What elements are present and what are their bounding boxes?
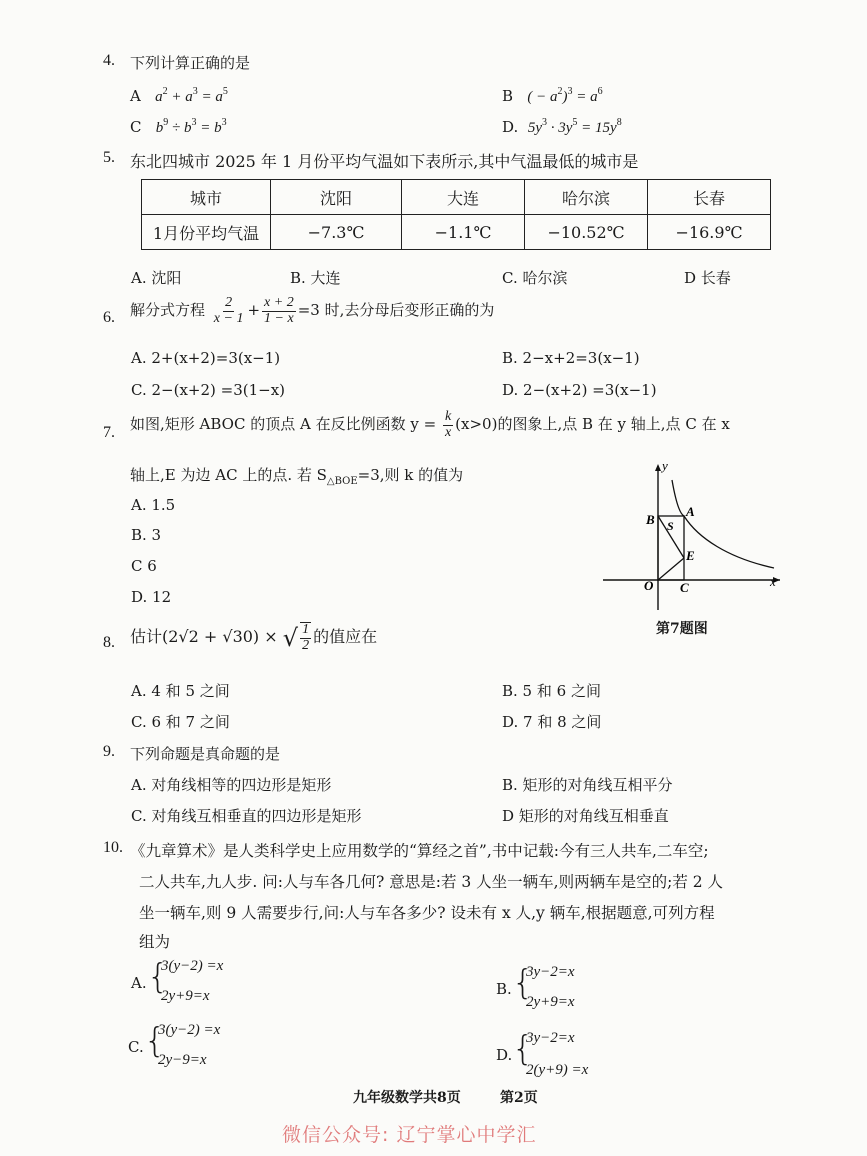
q5-option-d: D 长春	[684, 269, 731, 287]
q7-number: 7.	[103, 424, 115, 441]
q9-number: 9.	[103, 743, 115, 760]
table-cell: −16.9℃	[648, 215, 771, 250]
q10-number: 10.	[103, 839, 123, 856]
table-cell: 长春	[648, 180, 771, 215]
table-cell: 沈阳	[271, 180, 402, 215]
q7-stem-line1: 如图,矩形 ABOC 的顶点 A 在反比例函数 y = $\frac{k}{x}$ (x>0)的图象上,点 B 在 y 轴上,点 C 在 x	[130, 409, 730, 440]
watermark-text: 微信公众号: 辽宁掌心中学汇	[282, 1124, 537, 1146]
q5-number: 5.	[103, 149, 115, 166]
q8-option-c: C. 6 和 7 之间	[131, 713, 230, 731]
label-x: x	[770, 574, 776, 589]
table-cell: −1.1℃	[402, 215, 525, 250]
temperature-table	[141, 179, 771, 250]
q4-option-a: A $a^2 + a^3 = a^5$	[130, 86, 228, 105]
q8-fraction: $\frac{1}{2}$	[302, 622, 310, 653]
q6-option-d: D. 2−(x+2) =3(x−1)	[502, 381, 657, 399]
table-cell: 哈尔滨	[525, 180, 648, 215]
q9-option-b: B. 矩形的对角线互相平分	[502, 776, 673, 794]
table-header-row	[142, 180, 771, 215]
q6-number: 6.	[103, 309, 115, 326]
q4-option-b: B ( − $a^2)^3 = a^6$	[502, 86, 603, 105]
q6-option-c: C. 2−(x+2) =3(1−x)	[131, 381, 286, 399]
q10-line2: 二人共车,九人步. 问:人与车各几何? 意思是:若 3 人坐一辆车,则两辆车是空的;若 2 人	[139, 873, 724, 891]
q7-fraction: $\frac{k}{x}$	[444, 409, 452, 440]
footer-total-pages: 九年级数学共8页	[353, 1090, 461, 1106]
q8-stem: 估计(2√2 + √30) × √ $\frac{1}{2}$ 的值应在	[130, 622, 378, 653]
q6-option-a: A. 2+(x+2)=3(x−1)	[131, 349, 281, 367]
y-axis-arrow-icon	[655, 464, 661, 471]
table-cell: −10.52℃	[525, 215, 648, 250]
label-b: B	[646, 512, 655, 527]
q5-option-c: C. 哈尔滨	[502, 269, 568, 287]
q9-option-c: C. 对角线互相垂直的四边形是矩形	[131, 807, 362, 825]
q6-option-b: B. 2−x+2=3(x−1)	[502, 349, 640, 367]
q5-stem: 东北四城市 2025 年 1 月份平均气温如下表所示,其中气温最低的城市是	[130, 152, 639, 171]
q7-option-a: A. 1.5	[131, 496, 176, 514]
label-a: A	[686, 504, 695, 519]
q6-fraction-2: $\frac{x + 2}{1 - x}$	[264, 295, 294, 326]
table-cell: −7.3℃	[271, 215, 402, 250]
q7-option-d: D. 12	[131, 588, 172, 606]
q4-option-d: D. $5y^3 \cdot 3y^5 = 15y^8$	[502, 117, 622, 136]
q5-option-b: B. 大连	[290, 269, 341, 287]
q10-line3: 坐一辆车,则 9 人需要步行,问:人与车各多少? 设未有 x 人,y 辆车,根据题意,可列方程	[139, 904, 715, 922]
q9-stem: 下列命题是真命题的是	[130, 745, 281, 763]
table-row	[142, 215, 771, 250]
q8-option-a: A. 4 和 5 之间	[131, 682, 230, 700]
segment-oe	[658, 558, 684, 580]
q5-option-a: A. 沈阳	[131, 269, 182, 287]
q7-stem-line2: 轴上,E 为边 AC 上的点. 若 $S_{\triangle BOE}=3$,则 k 的值为	[130, 466, 464, 487]
table-cell: 大连	[402, 180, 525, 215]
q10-line1: 《九章算术》是人类科学史上应用数学的“算经之首”,书中记载:今有三人共车,二车空;	[130, 842, 709, 860]
q6-fraction-1: $\frac{2}{x - 1}$	[213, 295, 244, 326]
q7-option-b: B. 3	[131, 526, 162, 544]
q8-number: 8.	[103, 634, 115, 651]
q9-option-d: D 矩形的对角线互相垂直	[502, 807, 669, 825]
q10-line4: 组为	[139, 933, 171, 951]
label-o: O	[644, 578, 654, 593]
q4-number: 4.	[103, 52, 115, 69]
table-cell: 1月份平均气温	[142, 215, 271, 250]
q6-stem: 解分式方程 $\frac{2}{x - 1}$ + $\frac{x + 2}{1 - x}$ =3 时,去分母后变形正确的为	[130, 295, 495, 326]
label-s: S	[667, 519, 674, 533]
label-e: E	[686, 548, 695, 563]
q7-figure	[598, 458, 788, 618]
label-c: C	[680, 580, 689, 595]
q8-option-d: D. 7 和 8 之间	[502, 713, 602, 731]
q4-option-c: C $b^9 \div b^3 = b^3$	[130, 117, 227, 136]
q8-option-b: B. 5 和 6 之间	[502, 682, 601, 700]
q7-figure-caption: 第7题图	[656, 621, 708, 637]
footer-page-number: 第2页	[500, 1090, 538, 1106]
label-y: y	[662, 458, 668, 473]
q7-option-c: C 6	[131, 557, 157, 575]
q4-stem: 下列计算正确的是	[130, 54, 251, 72]
table-cell: 城市	[142, 180, 271, 215]
q9-option-a: A. 对角线相等的四边形是矩形	[131, 776, 332, 794]
